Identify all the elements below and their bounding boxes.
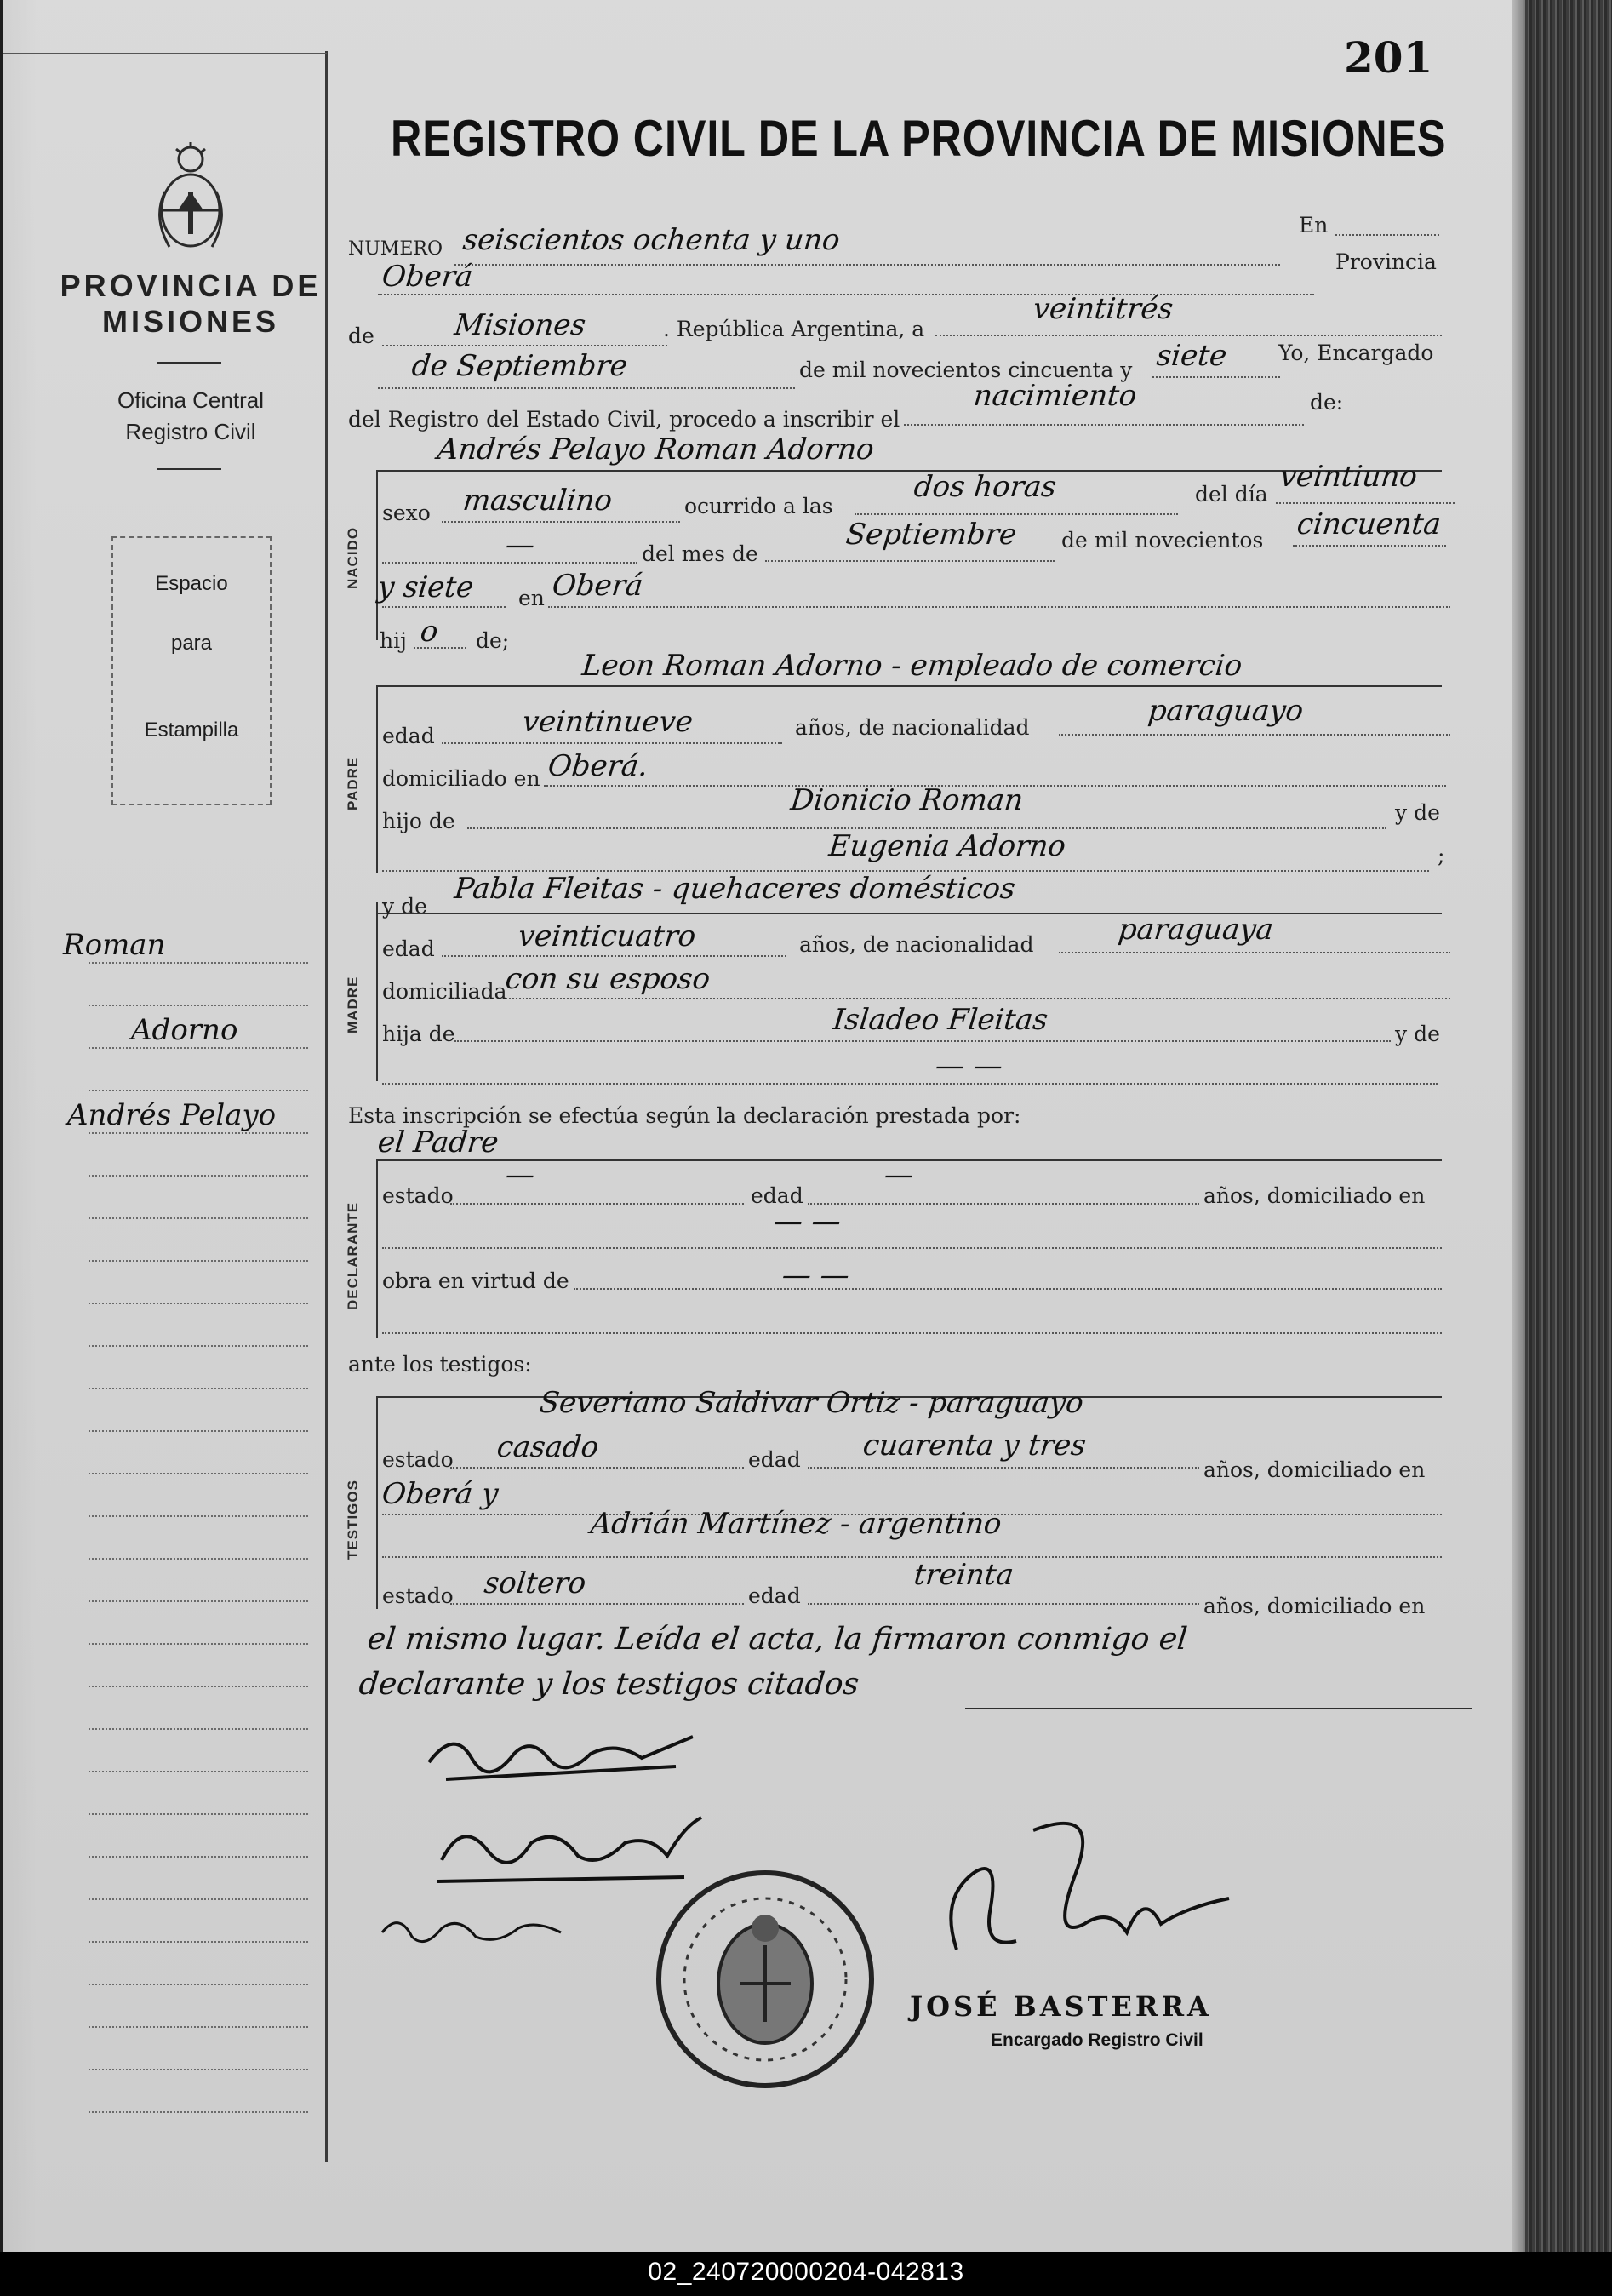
line xyxy=(382,606,506,608)
de-label: de xyxy=(348,324,374,348)
de-colon-label: de: xyxy=(1310,390,1344,415)
nacido-name: Andrés Pelayo Roman Adorno xyxy=(435,432,876,467)
line xyxy=(376,1159,378,1338)
line xyxy=(442,742,782,744)
madre-name: Pabla Fleitas - quehaceres domésticos xyxy=(452,872,1017,906)
stamp-box xyxy=(111,536,272,805)
mes-label: del mes de xyxy=(642,541,758,566)
madre-nationality: paraguaya xyxy=(1116,913,1276,947)
top-rule xyxy=(3,53,327,54)
margin-ruled-line xyxy=(89,1175,308,1177)
section-label-declarante: DECLARANTE xyxy=(345,1201,361,1310)
testigo1-name: Severiano Saldivar Ortiz - paraguayo xyxy=(537,1386,1085,1420)
de-semicolon-label: de; xyxy=(476,628,510,653)
nacido-child-suffix: o xyxy=(418,615,440,649)
padre-mother: Eugenia Adorno xyxy=(826,829,1067,863)
mil-novecientos-label: de mil novecientos xyxy=(1061,528,1264,553)
line xyxy=(574,1288,1442,1290)
line xyxy=(382,1332,1442,1334)
del-dia-label: del día xyxy=(1195,482,1268,507)
hij-label: hij xyxy=(380,628,407,653)
nacido-month: Septiembre xyxy=(843,518,1019,552)
margin-ruled-line xyxy=(89,2111,308,2113)
declarante-domicilio-label: años, domiciliado en xyxy=(1203,1183,1426,1208)
page-number: 201 xyxy=(1344,32,1433,83)
margin-ruled-line xyxy=(89,1260,308,1262)
nacido-year-1: cincuenta xyxy=(1295,507,1443,541)
madre-hija-label: hija de xyxy=(382,1022,455,1046)
margin-ruled-line xyxy=(89,1728,308,1730)
margin-ruled-line xyxy=(89,1473,308,1474)
section-label-padre: PADRE xyxy=(345,756,361,810)
office-line2: Registro Civil xyxy=(125,419,256,444)
testigo1-edad: cuarenta y tres xyxy=(860,1429,1088,1463)
stamp-box-line1: Espacio xyxy=(155,572,228,595)
margin-divider xyxy=(325,51,328,2162)
testigo2-edad: treinta xyxy=(912,1558,1015,1592)
line xyxy=(376,902,378,1081)
line xyxy=(808,1203,1199,1205)
margin-name-surname2: Adorno xyxy=(131,1013,238,1047)
testigos-intro: ante los testigos: xyxy=(348,1352,532,1377)
act-place: Oberá xyxy=(380,260,475,294)
margin-ruled-line xyxy=(89,1005,308,1006)
line xyxy=(506,998,1450,999)
margin-ruled-line xyxy=(89,1686,308,1687)
image-identifier: 02_240720000204-042813 xyxy=(648,2258,964,2286)
line xyxy=(382,562,637,564)
testigo2-estado-label: estado xyxy=(382,1583,454,1608)
line xyxy=(376,470,378,640)
padre-semicolon: ; xyxy=(1438,843,1445,867)
margin-ruled-line xyxy=(89,1813,308,1815)
testigo1-edad-label: edad xyxy=(748,1447,801,1472)
declarante-name: el Padre xyxy=(375,1125,500,1159)
section-label-testigos: TESTIGOS xyxy=(345,1480,361,1560)
testigo2-domicilio-label: años, domiciliado en xyxy=(1203,1594,1426,1618)
line xyxy=(548,606,1450,608)
padre-domicile: Oberá. xyxy=(546,749,650,783)
padre-y-de-label: y de xyxy=(1395,800,1440,825)
act-type: nacimiento xyxy=(971,379,1139,413)
testigo1-domicilio-label: años, domiciliado en xyxy=(1203,1457,1426,1482)
en-label: En xyxy=(1299,213,1329,238)
nacido-dash: — xyxy=(503,528,537,562)
madre-y-de-label: y de xyxy=(382,894,427,919)
line xyxy=(378,387,795,389)
line xyxy=(442,955,786,957)
line xyxy=(855,513,1178,515)
madre-anios-label: años, de nacionalidad xyxy=(799,932,1034,957)
margin-ruled-line xyxy=(89,1388,308,1389)
line xyxy=(808,1603,1199,1605)
section-label-nacido: NACIDO xyxy=(345,526,361,589)
line xyxy=(454,1040,1391,1042)
margin-ruled-line xyxy=(89,1217,308,1219)
line xyxy=(450,1467,744,1469)
padre-domicilio-label: domiciliado en xyxy=(382,766,540,791)
margin-ruled-line xyxy=(89,1345,308,1347)
testigo2-name: Adrián Martínez - argentino xyxy=(588,1507,1003,1541)
margin-ruled-line xyxy=(89,1856,308,1858)
margin-ruled-line xyxy=(89,1643,308,1645)
nacido-place: Oberá xyxy=(550,569,645,603)
act-province: Misiones xyxy=(452,308,588,342)
margin-ruled-line xyxy=(89,962,308,964)
padre-father: Dionicio Roman xyxy=(788,783,1026,817)
testigo1-estado: casado xyxy=(494,1430,601,1464)
margin-ruled-line xyxy=(89,1941,308,1943)
provincia-label: Provincia xyxy=(1335,249,1437,274)
declarante-edad-label: edad xyxy=(751,1183,803,1208)
line xyxy=(442,521,680,523)
encargado-label: Yo, Encargado xyxy=(1278,341,1434,365)
short-divider xyxy=(157,362,221,364)
line xyxy=(382,345,667,346)
margin-ruled-line xyxy=(89,1771,308,1772)
signature-martinez-icon xyxy=(374,1903,569,1954)
madre-age: veinticuatro xyxy=(516,919,698,953)
declarante-blank-1: — — xyxy=(771,1205,843,1239)
sexo-label: sexo xyxy=(382,501,431,525)
official-seal-icon xyxy=(650,1864,880,2094)
section-label-madre: MADRE xyxy=(345,976,361,1033)
act-day: veintitrés xyxy=(1031,292,1175,326)
stamp-box-line3: Estampilla xyxy=(144,719,239,741)
madre-father: Isladeo Fleitas xyxy=(831,1003,1050,1037)
line xyxy=(382,1556,1442,1558)
padre-edad-label: edad xyxy=(382,724,435,748)
republica-label: . República Argentina, a xyxy=(663,317,925,341)
testigo2-estado: soltero xyxy=(482,1566,588,1600)
declarante-blank-2: — — xyxy=(780,1258,851,1292)
line xyxy=(1059,734,1450,736)
margin-ruled-line xyxy=(89,1132,308,1134)
padre-nationality: paraguayo xyxy=(1146,694,1306,728)
line xyxy=(765,560,1055,562)
margin-ruled-line xyxy=(89,1430,308,1432)
madre-domicile: con su esposo xyxy=(503,962,712,996)
nacido-sex: masculino xyxy=(460,484,615,518)
line xyxy=(904,424,1304,426)
line xyxy=(1293,545,1446,547)
line xyxy=(808,1467,1199,1469)
margin-ruled-line xyxy=(89,1984,308,1985)
registrar-title: Encargado Registro Civil xyxy=(991,2030,1203,2050)
stamp-box-line2: para xyxy=(170,632,213,655)
short-divider-2 xyxy=(157,468,221,470)
line xyxy=(1335,234,1439,236)
line xyxy=(965,1708,1472,1709)
padre-hijo-label: hijo de xyxy=(382,809,455,833)
office-line1: Oficina Central xyxy=(117,387,264,413)
line xyxy=(935,335,1442,336)
line xyxy=(376,685,378,873)
act-number: seiscientos ochenta y uno xyxy=(460,223,842,257)
book-binding xyxy=(1525,0,1612,2252)
line xyxy=(378,685,1442,687)
line xyxy=(382,1083,1438,1085)
margin-ruled-line xyxy=(89,1558,308,1560)
province-name-line1: PROVINCIA DE xyxy=(60,268,322,303)
line xyxy=(382,1247,1442,1249)
margin-ruled-line xyxy=(89,2026,308,2028)
line xyxy=(376,1396,378,1609)
margin-ruled-line xyxy=(89,1090,308,1091)
line xyxy=(1059,952,1450,953)
line xyxy=(1152,376,1280,378)
margin-name-given: Andrés Pelayo xyxy=(67,1098,277,1132)
margin-ruled-line xyxy=(89,2069,308,2070)
act-year: siete xyxy=(1154,339,1229,373)
declarante-estado: — xyxy=(503,1158,537,1192)
testigo1-domicile: Oberá y xyxy=(380,1477,500,1511)
margin-ruled-line xyxy=(89,1515,308,1517)
closing-line-1: el mismo lugar. Leída el acta, la firmaron conmigo el xyxy=(365,1622,1189,1657)
line xyxy=(378,913,1442,914)
declarante-estado-label: estado xyxy=(382,1183,454,1208)
line xyxy=(454,264,1280,266)
coat-of-arms-icon xyxy=(144,140,237,260)
margin-name-surname1: Roman xyxy=(63,928,166,962)
numero-label: NUMERO xyxy=(348,238,443,260)
signature-roman-icon xyxy=(420,1720,710,1796)
nacido-hour: dos horas xyxy=(912,470,1058,504)
page-title: REGISTRO CIVIL DE LA PROVINCIA DE MISIONES xyxy=(391,110,1447,167)
margin-ruled-line xyxy=(89,1047,308,1049)
line xyxy=(450,1203,744,1205)
anio-label: de mil novecientos cincuenta y xyxy=(799,358,1133,382)
registrar-name: JOSÉ BASTERRA xyxy=(910,1990,1212,2023)
nacido-day: veintiuno xyxy=(1278,460,1420,494)
margin-ruled-line xyxy=(89,1898,308,1900)
province-name-line2: MISIONES xyxy=(101,304,280,339)
register-page xyxy=(3,0,1527,2252)
padre-age: veintinueve xyxy=(520,705,695,739)
margin-ruled-line xyxy=(89,1600,308,1602)
nacido-year-2: y siete xyxy=(375,570,476,604)
line xyxy=(450,1603,744,1605)
declarante-intro: Esta inscripción se efectúa según la declaración prestada por: xyxy=(348,1103,1021,1128)
closing-line-2: declarante y los testigos citados xyxy=(357,1667,861,1702)
madre-domicilio-label: domiciliada xyxy=(382,979,507,1004)
padre-anios-label: años, de nacionalidad xyxy=(795,715,1030,740)
margin-ruled-line xyxy=(89,1303,308,1304)
registro-label: del Registro del Estado Civil, procedo a inscribir el xyxy=(348,407,900,432)
signature-registrar-icon xyxy=(906,1796,1263,1992)
testigo1-estado-label: estado xyxy=(382,1447,454,1472)
madre-mother: — — xyxy=(933,1049,1004,1083)
ocurrido-label: ocurrido a las xyxy=(684,494,833,518)
obra-label: obra en virtud de xyxy=(382,1268,569,1293)
line xyxy=(1276,502,1455,504)
act-month: de Septiembre xyxy=(409,349,630,383)
madre-y-de-label2: y de xyxy=(1395,1022,1440,1046)
en-place-label: en xyxy=(518,586,545,610)
declarante-edad: — xyxy=(882,1158,916,1192)
padre-name: Leon Roman Adorno - empleado de comercio xyxy=(580,649,1244,683)
madre-edad-label: edad xyxy=(382,936,435,961)
testigo2-edad-label: edad xyxy=(748,1583,801,1608)
